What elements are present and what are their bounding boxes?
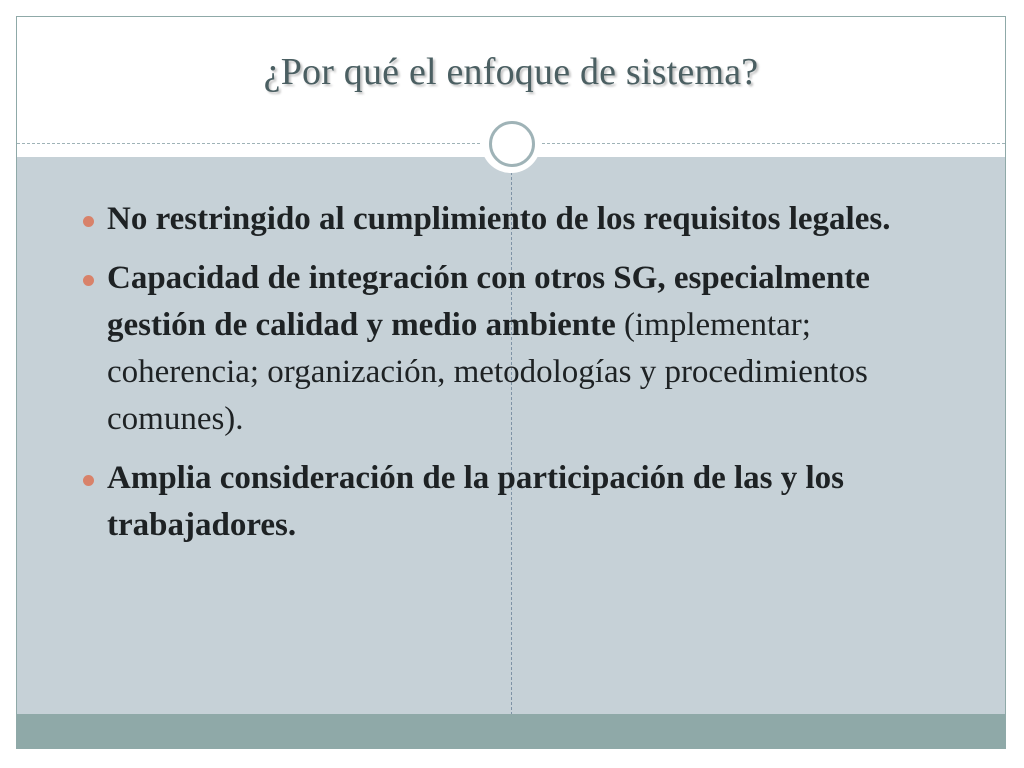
bullet-dot-icon [83,275,94,286]
circle-ornament-icon [481,113,541,173]
bullet-item [75,455,935,549]
bullet-item [75,255,935,443]
footer-bar [17,714,1005,748]
bullet-bold-text: No restringido al cumplimiento de los requisitos legales. [107,201,891,237]
bullet-item [75,196,935,243]
bullet-bold-text: Capacidad de integración con otros SG, especialmente gestión de calidad y medio ambiente [107,260,870,343]
bullet-bold-text: Amplia consideración de la participación de las y los trabajadores. [107,460,845,543]
slide-title: ¿Por qué el enfoque de sistema? [263,51,759,93]
bullet-normal-text: (implementar; coherencia; organización, metodologías y procedimientos comunes). [107,307,868,437]
bullet-dot-icon [83,475,94,486]
bullet-list [75,196,935,561]
bullet-dot-icon [83,216,94,227]
